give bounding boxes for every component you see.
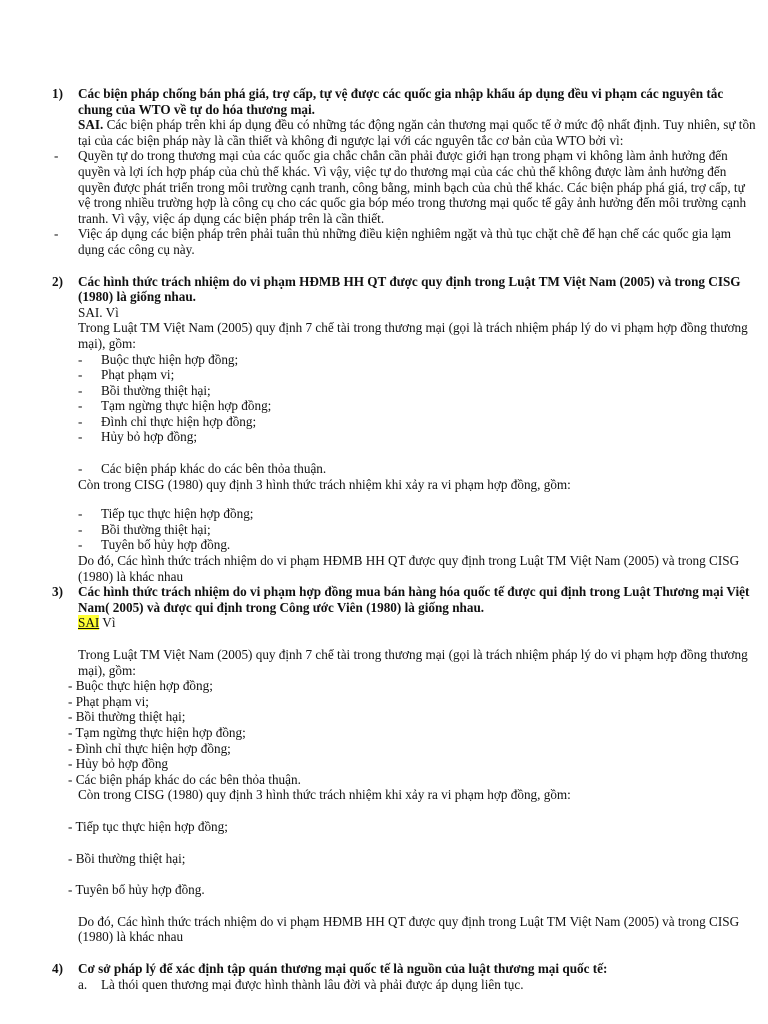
question-3	[0, 584, 768, 945]
answer-text: Các biện pháp trên khi áp dụng đều có những tác động ngăn cản thương mại quốc tế ở mức độ nhất định. Tuy nhiên, sự tồn tại của các biện pháp này là cần thiết và không đi ngược lại với các nguyên tắc cơ bản của WTO bởi vì:	[78, 117, 756, 148]
list-text: Bồi thường thiệt hại;	[101, 382, 211, 398]
question-number: 3)	[52, 584, 63, 600]
answer-verdict: SAI	[78, 615, 100, 631]
list-marker: a.	[78, 976, 88, 992]
bullet-item	[0, 148, 760, 226]
list-item: - Buộc thực hiện hợp đồng;	[68, 678, 213, 694]
list-text: Phạt phạm vi;	[101, 367, 175, 383]
list-item	[0, 383, 768, 399]
answer-intro	[78, 117, 760, 148]
question-title: Các hình thức trách nhiệm do vi phạm hợp đồng mua bán hàng hóa quốc tế được qui định trong Luật Thương mại Việt Nam( 2005) và được qui định trong Công ước Viên (1980) là giống nhau.	[78, 584, 750, 615]
list-text: Tạm ngừng thực hiện hợp đồng;	[101, 398, 272, 414]
list-marker: -	[78, 413, 83, 429]
conclusion: Do đó, Các hình thức trách nhiệm do vi phạm HĐMB HH QT được quy định trong Luật TM Việt Nam (2005) và trong CISG (1980) là khác nhau	[78, 553, 740, 584]
bullet-item	[0, 226, 760, 257]
list-item	[0, 522, 768, 538]
list-item	[0, 352, 768, 368]
list-item: - Bồi thường thiệt hại;	[68, 709, 186, 725]
list-marker: -	[78, 382, 83, 398]
list-text: Buộc thực hiện hợp đồng;	[101, 351, 239, 367]
list-marker: -	[78, 367, 83, 383]
list-item: - Hủy bỏ hợp đồng	[68, 756, 169, 772]
list-marker: -	[78, 537, 83, 553]
list-item	[0, 537, 768, 553]
answer-intro: Trong Luật TM Việt Nam (2005) quy định 7 chế tài trong thương mại (gọi là trách nhiệm pháp lý do vi phạm hợp đồng thương mại), gồm:	[78, 647, 748, 678]
list-item: - Tuyên bố hủy hợp đồng.	[68, 882, 205, 898]
question-4	[0, 961, 768, 992]
list-item	[0, 977, 768, 993]
question-title: Các hình thức trách nhiệm do vi phạm HĐMB HH QT được quy định trong Luật TM Việt Nam (2005) và trong CISG (1980) là giống nhau.	[78, 273, 741, 305]
answer-verdict-line	[78, 615, 760, 631]
list-item	[0, 367, 768, 383]
question-title: Các biện pháp chống bán phá giá, trợ cấp, tự vệ được các quốc gia nhập khẩu áp dụng đều vi phạm các nguyên tắc chung của WTO về tự do hóa thương mại.	[78, 86, 724, 117]
list-marker: -	[78, 461, 83, 477]
question-title: Cơ sở pháp lý để xác định tập quán thương mại quốc tế là nguồn của luật thương mại quốc tế:	[78, 960, 608, 976]
list-marker: -	[78, 506, 83, 522]
bullet-text: Việc áp dụng các biện pháp trên phải tuân thủ những điều kiện nghiêm ngặt và thủ tục chặt chẽ để hạn chế các quốc gia lạm dụng các công cụ này.	[78, 226, 732, 257]
list-item	[0, 461, 768, 477]
list-item: - Các biện pháp khác do các bên thỏa thuận.	[68, 771, 301, 787]
list-item: - Đình chỉ thực hiện hợp đồng;	[68, 740, 231, 756]
question-2	[0, 274, 768, 585]
list-text: Đình chỉ thực hiện hợp đồng;	[101, 413, 257, 429]
bullet-text: Quyền tự do trong thương mại của các quốc gia chắc chắn cần phải được giới hạn trong phạm vi không làm ảnh hưởng đến quyền và lợi ích hợp pháp của chủ thể khác. Vì vậy, việc tự do thương mại của các chủ thể không được làm ảnh hưởng đến quyền được phát triển trong môi trường cạnh tranh, công bằng, minh bạch của chủ thể khác. Các biện pháp phá giá, trợ cấp, tự vệ trong nhiều trường hợp là công cụ cho các quốc gia bóp méo trong thương mại quốc tế gây ảnh hưởng đến môi trường cạnh tranh. Vì vậy, việc áp dụng các biện pháp trên là cần thiết.	[78, 148, 747, 226]
list-text: Tiếp tục thực hiện hợp đồng;	[101, 506, 254, 522]
question-number: 1)	[52, 86, 63, 101]
cisg-intro: Còn trong CISG (1980) quy định 3 hình thức trách nhiệm khi xảy ra vi phạm hợp đồng, gồm:	[78, 476, 571, 492]
bullet-marker: -	[54, 226, 59, 242]
document-page	[0, 86, 768, 992]
list-text: Bồi thường thiệt hại;	[101, 521, 211, 537]
list-marker: -	[78, 351, 83, 367]
list-item: - Tiếp tục thực hiện hợp đồng;	[68, 818, 228, 834]
list-text: Là thói quen thương mại được hình thành lâu đời và phải được áp dụng liên tục.	[101, 976, 524, 992]
answer-verdict-rest: Vì	[99, 615, 116, 631]
list-text: Các biện pháp khác do các bên thỏa thuận.	[101, 461, 327, 477]
list-item	[0, 429, 768, 445]
list-marker: -	[78, 398, 83, 414]
answer-verdict: SAI. Vì	[78, 304, 119, 320]
list-text: Hủy bỏ hợp đồng;	[101, 429, 197, 445]
list-item: - Bồi thường thiệt hại;	[68, 850, 186, 866]
conclusion: Do đó, Các hình thức trách nhiệm do vi phạm HĐMB HH QT được quy định trong Luật TM Việt Nam (2005) và trong CISG (1980) là khác nhau	[78, 913, 740, 945]
list-item	[0, 414, 768, 430]
bullet-marker: -	[54, 148, 59, 164]
question-number: 4)	[52, 960, 63, 976]
question-number: 2)	[52, 273, 63, 289]
list-marker: -	[78, 521, 83, 537]
question-1	[0, 86, 768, 258]
answer-verdict: SAI.	[78, 117, 104, 133]
list-marker: -	[78, 429, 83, 445]
list-item	[0, 398, 768, 414]
answer-intro: Trong Luật TM Việt Nam (2005) quy định 7 chế tài trong thương mại (gọi là trách nhiệm pháp lý do vi phạm hợp đồng thương mại), gồm:	[78, 320, 748, 351]
list-text: Tuyên bố hủy hợp đồng.	[101, 537, 231, 553]
list-item	[0, 506, 768, 522]
cisg-intro: Còn trong CISG (1980) quy định 3 hình thức trách nhiệm khi xảy ra vi phạm hợp đồng, gồm:	[78, 787, 571, 803]
list-item: - Phạt phạm vi;	[68, 693, 149, 709]
list-item: - Tạm ngừng thực hiện hợp đồng;	[68, 724, 246, 740]
